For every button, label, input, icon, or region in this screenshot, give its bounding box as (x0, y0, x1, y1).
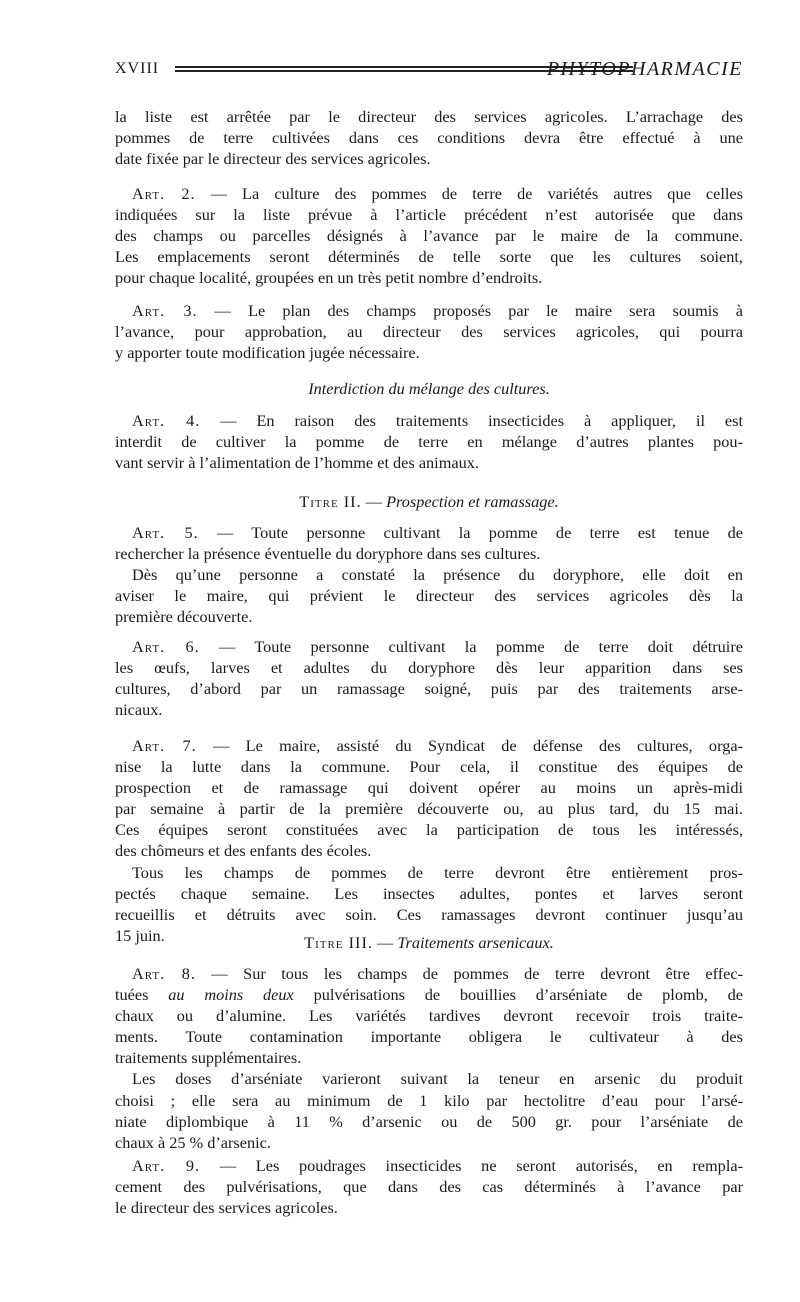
text-line (115, 963, 743, 984)
article-label: Art. 4. (132, 411, 201, 430)
text-line (115, 1155, 743, 1176)
text-line: vant servir à l’alimentation de l’homme et des animaux. (115, 453, 479, 473)
text-line (115, 522, 743, 543)
text-line: chaux ou d’alumine. Les variétés tardives devront recevoir trois traite- (115, 1006, 743, 1026)
text-line (115, 300, 743, 321)
title-label: Titre II. (299, 492, 362, 511)
article-label: Art. 7. (132, 736, 197, 755)
title-text: Traitements arsenicaux. (397, 933, 554, 952)
text-line: y apporter toute modification jugée nécessaire. (115, 343, 420, 363)
text-line: 15 juin. (115, 925, 165, 945)
text-line: cement des pulvérisations, que dans des cas déterminés à l’avance par (115, 1177, 743, 1197)
text-span: — Le maire, assisté du Syndicat de défense des cultures, orga- (213, 736, 743, 755)
emphasis: au moins deux (168, 985, 294, 1005)
article-label: Art. 6. (132, 637, 200, 656)
text-line: le directeur des services agricoles. (115, 1198, 338, 1218)
page-number: XVIII (115, 60, 160, 77)
text-line: nicaux. (115, 700, 163, 720)
page-header (115, 58, 743, 88)
text-line: pommes de terre cultivées dans ces conditions devra être effectué à une (115, 128, 743, 148)
text-span: pulvérisations de bouillies d’arséniate de plomb, de (313, 985, 744, 1005)
article-5 (115, 522, 743, 627)
text-line: recueillis et détruits avec soin. Ces ramassages devront continuer jusqu’au (115, 904, 743, 924)
article-label: Art. 9. (132, 1156, 201, 1175)
text-line: cultures, d’abord par un ramassage soigné, puis par des traitements arse- (115, 679, 743, 699)
running-title: PHYTOPHARMACIE (546, 58, 743, 80)
text-line: Dès qu’une personne a constaté la présence du doryphore, elle doit en (132, 565, 743, 585)
article-3 (115, 300, 743, 363)
text-span: tuées (115, 985, 149, 1005)
text-line: choisi ; elle sera au minimum de 1 kilo par hectolitre d’eau pour l’arsé- (115, 1090, 743, 1110)
text-line: rechercher la présence éventuelle du doryphore dans ses cultures. (115, 544, 541, 564)
article-label: Art. 8. (132, 964, 196, 983)
text-line: l’avance, pour approbation, au directeur des services agricoles, qui pourra (115, 322, 743, 342)
text-span: — Les poudrages insecticides ne seront autorisés, en rempla- (219, 1156, 743, 1175)
text-line: les œufs, larves et adultes du doryphore dès leur apparition dans ses (115, 658, 743, 678)
text-line (115, 410, 743, 431)
article-9 (115, 1155, 743, 1218)
text-line: interdit de cultiver la pomme de terre en mélange d’autres plantes pou- (115, 432, 743, 452)
dash: — (365, 492, 383, 511)
text-line: traitements supplémentaires. (115, 1048, 302, 1068)
text-line: niate diplombique à 11 % d’arsenic ou de 500 gr. pour l’arséniate de (115, 1111, 743, 1131)
title-heading (115, 932, 743, 953)
text-span: — En raison des traitements insecticides à appliquer, il est (220, 411, 743, 430)
text-line: pour chaque localité, groupées en un très petit nombre d’endroits. (115, 268, 543, 288)
text-line: date fixée par le directeur des services agricoles. (115, 149, 431, 169)
title-heading (115, 491, 743, 512)
section-heading: Interdiction du mélange des cultures. (308, 379, 550, 398)
text-line: chaux à 25 % d’arsenic. (115, 1132, 271, 1152)
article-label: Art. 5. (132, 523, 199, 542)
article-label: Art. 2. (132, 184, 196, 203)
dash: — (377, 933, 394, 952)
text-line: aviser le maire, qui prévient le directeur des services agricoles dès la (115, 586, 743, 606)
text-line: première découverte. (115, 607, 253, 627)
article-7 (115, 735, 743, 946)
text-line: Tous les champs de pommes de terre devront être entièrement pros- (132, 862, 743, 882)
text-line: des champs ou parcelles désignés à l’avance par le maire de la commune. (115, 226, 743, 246)
article-label: Art. 3. (132, 301, 198, 320)
text-line: Ces équipes seront constituées avec la participation de tous les intéressés, (115, 820, 743, 840)
article-4 (115, 410, 743, 473)
article-2 (115, 183, 743, 288)
title-text: Prospection et ramassage. (386, 492, 559, 511)
text-line: la liste est arrêtée par le directeur des services agricoles. L’arrachage des (115, 107, 743, 126)
text-span: — La culture des pommes de terre de variétés autres que celles (210, 184, 743, 203)
text-line: prospection et de ramassage qui doivent opérer au moins un après-midi (115, 778, 743, 798)
text-line: indiquées sur la liste prévue à l’article précédent n’est autorisée que dans (115, 205, 743, 225)
text-span: — Toute personne cultivant la pomme de terre doit détruire (219, 637, 743, 656)
paragraph-continuation (115, 106, 743, 169)
article-6 (115, 636, 743, 720)
text-line: des chômeurs et des enfants des écoles. (115, 841, 372, 861)
text-line: ments. Toute contamination importante obligera le cultivateur à des (115, 1027, 743, 1047)
article-8 (115, 963, 743, 1153)
title-label: Titre III. (304, 933, 373, 952)
text-line: nise la lutte dans la commune. Pour cela, il constitue des équipes de (115, 757, 743, 777)
text-line: pectés chaque semaine. Les insectes adultes, pontes et larves seront (115, 883, 743, 903)
text-line: Les doses d’arséniate varieront suivant la teneur en arsenic du produit (132, 1069, 743, 1089)
text-span: — Sur tous les champs de pommes de terre devront être effec- (211, 964, 743, 983)
text-line (115, 636, 743, 657)
text-line (115, 735, 743, 756)
text-line: par semaine à partir de la première découverte ou, au plus tard, du 15 mai. (115, 799, 743, 819)
text-span: — Le plan des champs proposés par le maire sera soumis à (214, 301, 743, 320)
text-span: — Toute personne cultivant la pomme de terre est tenue de (217, 523, 743, 542)
text-line (115, 183, 743, 204)
text-line: Les emplacements seront déterminés de telle sorte que les cultures soient, (115, 247, 743, 267)
text-line (115, 984, 743, 1005)
